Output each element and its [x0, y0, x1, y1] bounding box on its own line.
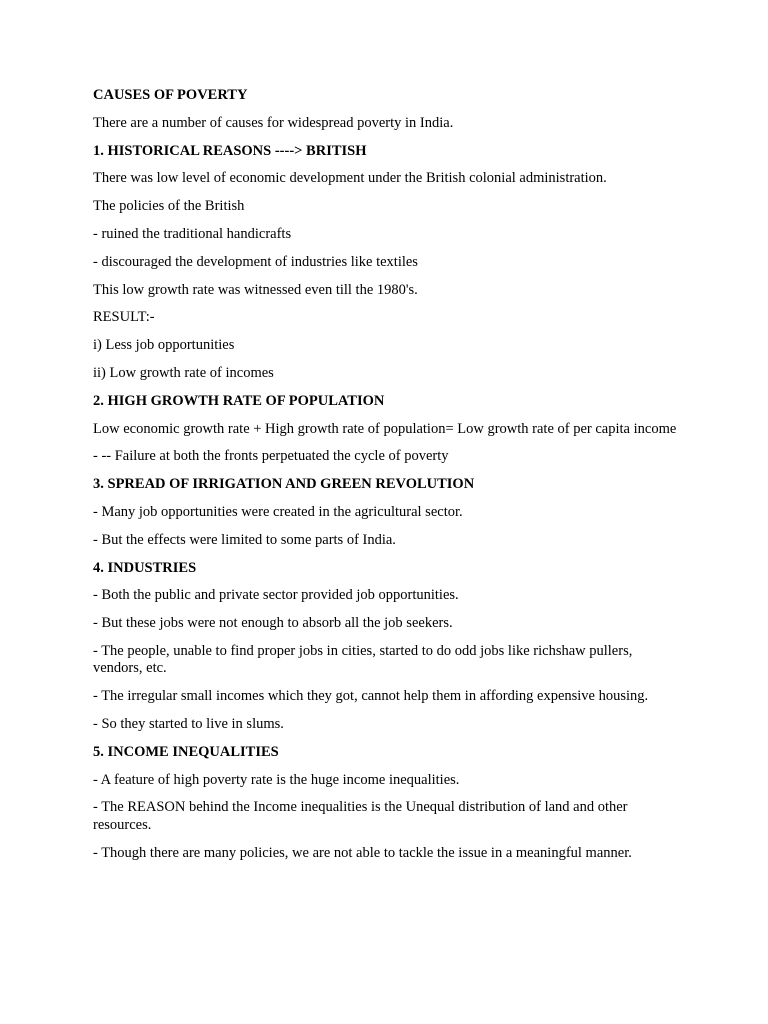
paragraph-line: - -- Failure at both the fronts perpetuated the cycle of poverty	[93, 448, 449, 465]
paragraph-line: - The irregular small incomes which they got, cannot help them in affording expensive housing.	[93, 688, 649, 705]
paragraph-line: - The people, unable to find proper jobs in cities, started to do odd jobs like richshaw pullers, vendors, etc.	[93, 642, 633, 677]
paragraph-line: There are a number of causes for widespread poverty in India.	[93, 114, 454, 131]
paragraph-line: ii) Low growth rate of incomes	[93, 364, 274, 381]
paragraph-line: - discouraged the development of industries like textiles	[93, 253, 418, 270]
paragraph-line: - But these jobs were not enough to absorb all the job seekers.	[93, 615, 453, 632]
paragraph-line: - A feature of high poverty rate is the huge income inequalities.	[93, 771, 460, 788]
section-heading: CAUSES OF POVERTY	[93, 87, 248, 103]
section-heading: 2. HIGH GROWTH RATE OF POPULATION	[93, 392, 385, 409]
paragraph-line: i) Less job opportunities	[93, 337, 235, 354]
section-heading: 3. SPREAD OF IRRIGATION AND GREEN REVOLUTION	[93, 476, 475, 493]
paragraph-line: This low growth rate was witnessed even till the 1980's.	[93, 281, 418, 298]
document-body	[93, 87, 683, 873]
section-heading: 5. INCOME INEQUALITIES	[93, 743, 279, 760]
paragraph-line: Low economic growth rate + High growth rate of population= Low growth rate of per capita income	[93, 420, 677, 437]
paragraph-line: There was low level of economic development under the British colonial administration.	[93, 170, 607, 187]
paragraph-line: - Both the public and private sector provided job opportunities.	[93, 587, 459, 604]
section-heading: 1. HISTORICAL REASONS ----> BRITISH	[93, 142, 367, 159]
paragraph-line: The policies of the British	[93, 198, 245, 215]
paragraph-line: - Though there are many policies, we are not able to tackle the issue in a meaningful manner.	[93, 844, 632, 861]
paragraph-line: - Many job opportunities were created in the agricultural sector.	[93, 503, 463, 520]
paragraph-line: - ruined the traditional handicrafts	[93, 225, 292, 242]
paragraph-line: - The REASON behind the Income inequalities is the Unequal distribution of land and other resources.	[93, 799, 628, 833]
paragraph-line: RESULT:-	[93, 309, 155, 326]
paragraph-line: - But the effects were limited to some parts of India.	[93, 531, 396, 548]
section-heading: 4. INDUSTRIES	[93, 559, 197, 576]
paragraph-line: - So they started to live in slums.	[93, 716, 284, 733]
